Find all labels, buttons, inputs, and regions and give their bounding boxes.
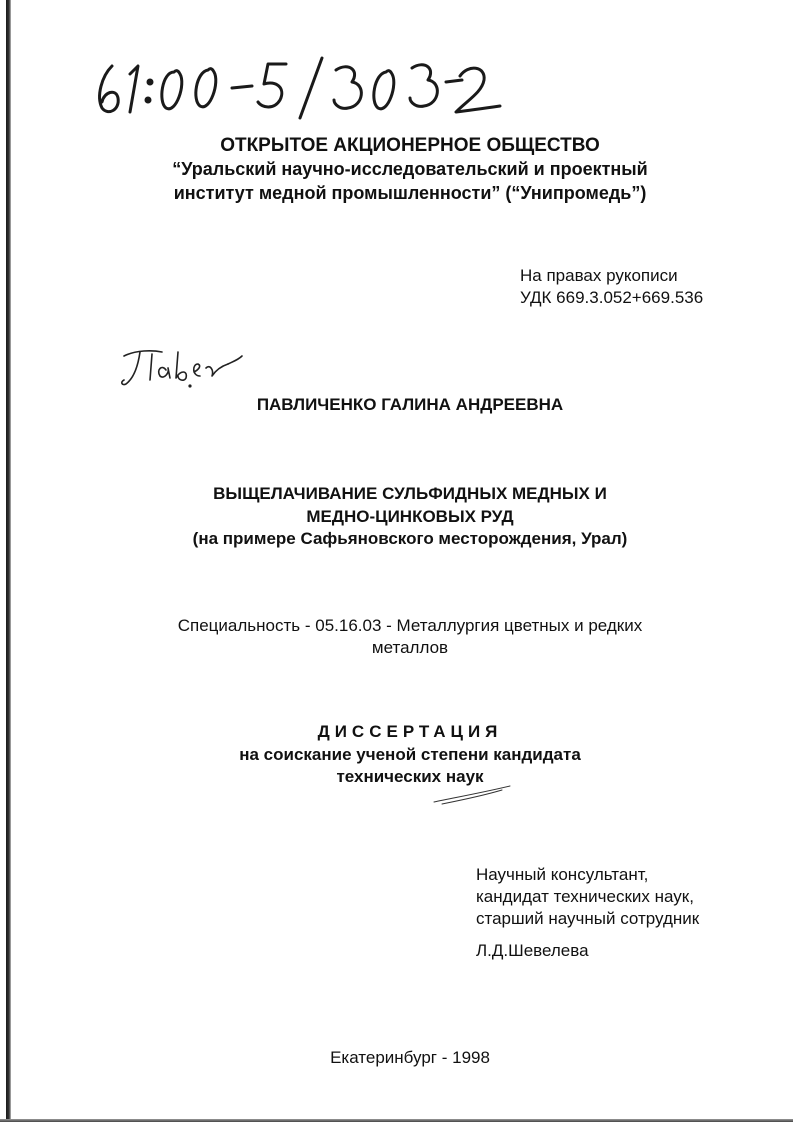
- handwritten-signature: [118, 340, 248, 390]
- degree-line-2: технических наук: [336, 767, 484, 786]
- advisor-name: Л.Д.Шевелева: [476, 941, 589, 960]
- dissertation-title-line-2: МЕДНО-ЦИНКОВЫХ РУД: [306, 507, 514, 526]
- dissertation-title-line-1: ВЫЩЕЛАЧИВАНИЕ СУЛЬФИДНЫХ МЕДНЫХ И: [213, 484, 607, 503]
- degree-line-1: на соискание ученой степени кандидата: [239, 745, 581, 764]
- advisor-position: старший научный сотрудник: [476, 909, 700, 928]
- dissertation-subtitle: (на примере Сафьяновского месторождения, Урал): [192, 529, 628, 548]
- advisor-degree: кандидат технических наук,: [476, 887, 694, 906]
- organization-line-3: институт медной промышленности” (“Унипромедь”): [173, 183, 647, 203]
- udc-code: УДК 669.3.052+669.536: [520, 288, 704, 307]
- manuscript-rights: На правах рукописи: [520, 266, 678, 285]
- author-name: ПАВЛИЧЕНКО ГАЛИНА АНДРЕЕВНА: [256, 395, 564, 414]
- scan-left-edge: [6, 0, 11, 1122]
- specialty-line-1: Специальность - 05.16.03 - Металлургия цветных и редких: [177, 616, 643, 635]
- specialty-line-2: металлов: [371, 638, 449, 657]
- advisor-role: Научный консультант,: [476, 865, 649, 884]
- organization-line-2: “Уральский научно-исследовательский и проектный: [172, 159, 648, 179]
- dissertation-heading: ДИССЕРТАЦИЯ: [317, 722, 503, 741]
- pen-stroke-mark: [432, 784, 512, 806]
- place-and-year: Екатеринбург - 1998: [330, 1048, 490, 1067]
- organization-name: ОТКРЫТОЕ АКЦИОНЕРНОЕ ОБЩЕСТВО: [220, 135, 600, 156]
- handwritten-archive-number: [90, 52, 510, 122]
